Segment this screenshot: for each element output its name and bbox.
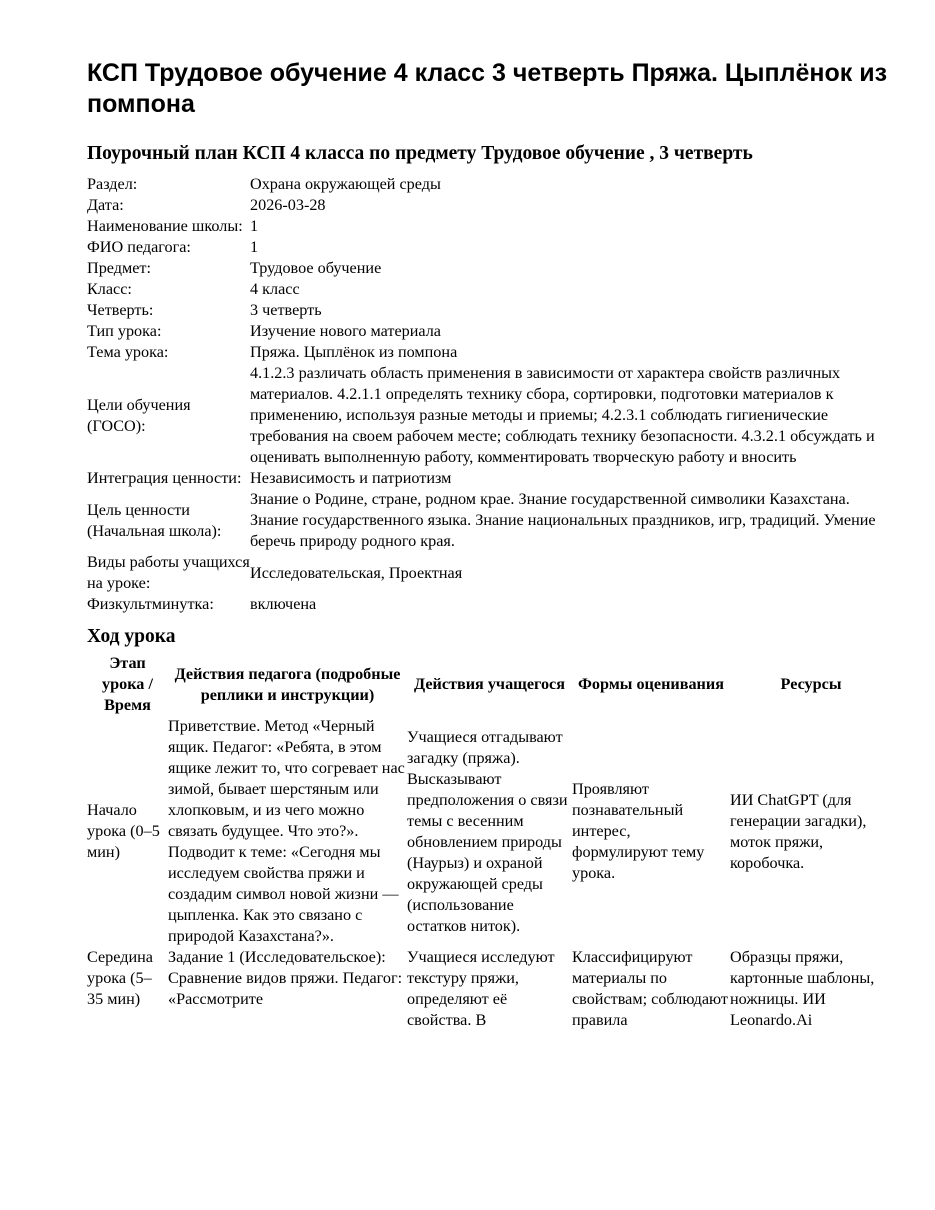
table-row: [87, 947, 892, 1031]
header-assessment: Формы оценивания: [578, 675, 724, 693]
cell-student-actions: Учащиеся отгадывают загадку (пряжа). Высказывают предположения о связи темы с весенним обновлением природы (Наурыз) и охраной окружающей среды (использование остатков ниток).: [407, 727, 568, 935]
meta-row-topic: [87, 342, 892, 363]
lesson-meta-table: [87, 174, 892, 615]
meta-label: Класс:: [87, 280, 132, 298]
table-row: [87, 716, 892, 947]
cell-student-actions: Учащиеся исследуют текстуру пряжи, определяют её свойства. В: [407, 948, 555, 1029]
meta-row-pe-break: [87, 594, 892, 615]
cell-resources: ИИ ChatGPT (для генерации загадки), моток пряжи, коробочка.: [730, 790, 867, 872]
meta-row-class: [87, 279, 892, 300]
meta-row-date: [87, 195, 892, 216]
meta-row-teacher: [87, 237, 892, 258]
meta-label: Тема урока:: [87, 343, 169, 361]
meta-value: Исследовательская, Проектная: [250, 563, 463, 582]
meta-value: Изучение нового материала: [250, 322, 441, 340]
meta-label: Раздел:: [87, 175, 138, 193]
meta-label: Предмет:: [87, 259, 151, 277]
meta-value: Независимость и патриотизм: [250, 469, 452, 487]
meta-label: Наименование школы:: [87, 217, 243, 235]
lesson-table-header-row: [87, 653, 892, 716]
meta-value: 1: [250, 238, 259, 256]
meta-row-quarter: [87, 300, 892, 321]
header-stage: Этап урока / Время: [102, 654, 153, 714]
meta-label: Интеграция ценности:: [87, 469, 242, 487]
meta-row-learning-goals: [87, 363, 892, 468]
meta-label: Дата:: [87, 196, 124, 214]
cell-teacher-actions: Приветствие. Метод «Черный ящик. Педагог: «Ребята, в этом ящике лежит то, что согревает нас зимой, бывает шерстяным или хлопковым, и из чего можно связать будущее. Что это?». Подводит к теме: «Сегодня мы исследуем свойства пряжи и создадим символ новой жизни — цыпленка. Как это связано с природой Казахстана?».: [168, 717, 405, 945]
meta-label: Виды работы учащихся на уроке:: [87, 553, 250, 592]
document-page: [87, 58, 892, 1031]
meta-label: Тип урока:: [87, 322, 162, 340]
lesson-flow-heading: Ход урока: [87, 626, 176, 647]
header-student-actions: Действия учащегося: [413, 675, 565, 693]
meta-label: Четверть:: [87, 301, 154, 319]
meta-value: 3 четверть: [250, 301, 322, 319]
meta-value: Охрана окружающей среды: [250, 175, 441, 193]
meta-value: Знание о Родине, стране, родном крае. Знание государственной символики Казахстана. Знание государственного языка. Знание национальных праздников, игр, традиций. Умение беречь природу родного края.: [250, 490, 876, 550]
cell-stage: Начало урока (0–5 мин): [87, 801, 160, 861]
cell-assessment: Классифицируют материалы по свойствам; соблюдают правила: [572, 948, 728, 1029]
meta-label: Цели обучения (ГОСО):: [87, 395, 191, 435]
meta-value: Трудовое обучение: [250, 259, 382, 277]
meta-value: 4.1.2.3 различать область применения в зависимости от характера свойств различных материалов. 4.2.1.1 определять технику сбора, сортировки, подготовки материалов к применению, используя разные методы и приемы; 4.2.3.1 соблюдать гигиенические требования на своем рабочем месте; соблюдать технику безопасности. 4.3.2.1 обсуждать и оценивать выполненную работу, комментировать творческую работу и вносить: [250, 364, 875, 466]
meta-value: 2026-03-28: [250, 196, 326, 214]
meta-value: 4 класс: [250, 280, 300, 298]
meta-row-subject: [87, 258, 892, 279]
meta-row-value-integration: [87, 468, 892, 489]
meta-row-value-goal: [87, 489, 892, 552]
meta-row-school: [87, 216, 892, 237]
cell-resources: Образцы пряжи, картонные шаблоны, ножницы. ИИ Leonardo.Ai: [730, 948, 875, 1029]
meta-row-lesson-type: [87, 321, 892, 342]
cell-teacher-actions: Задание 1 (Исследовательское): Сравнение видов пряжи. Педагог: «Рассмотрите: [168, 948, 403, 1008]
plan-heading: Поурочный план КСП 4 класса по предмету Трудовое обучение , 3 четверть: [87, 143, 753, 164]
header-resources: Ресурсы: [780, 675, 842, 693]
meta-row-section: [87, 174, 892, 195]
meta-value: Пряжа. Цыплёнок из помпона: [250, 343, 458, 361]
cell-assessment: Проявляют познавательный интерес, формулируют тему урока.: [572, 780, 705, 882]
header-teacher-actions: Действия педагога (подробные реплики и инструкции): [174, 664, 401, 704]
cell-stage: Середина урока (5–35 мин): [87, 948, 153, 1008]
lesson-flow-table: [87, 653, 892, 1031]
meta-label: Цель ценности (Начальная школа):: [87, 500, 222, 540]
meta-value: 1: [250, 217, 259, 235]
meta-label: ФИО педагога:: [87, 238, 191, 256]
meta-value: включена: [250, 595, 317, 613]
meta-row-work-types: [87, 552, 892, 594]
meta-label: Физкультминутка:: [87, 595, 214, 613]
document-title: КСП Трудовое обучение 4 класс 3 четверть Пряжа. Цыплёнок из помпона: [87, 59, 888, 118]
